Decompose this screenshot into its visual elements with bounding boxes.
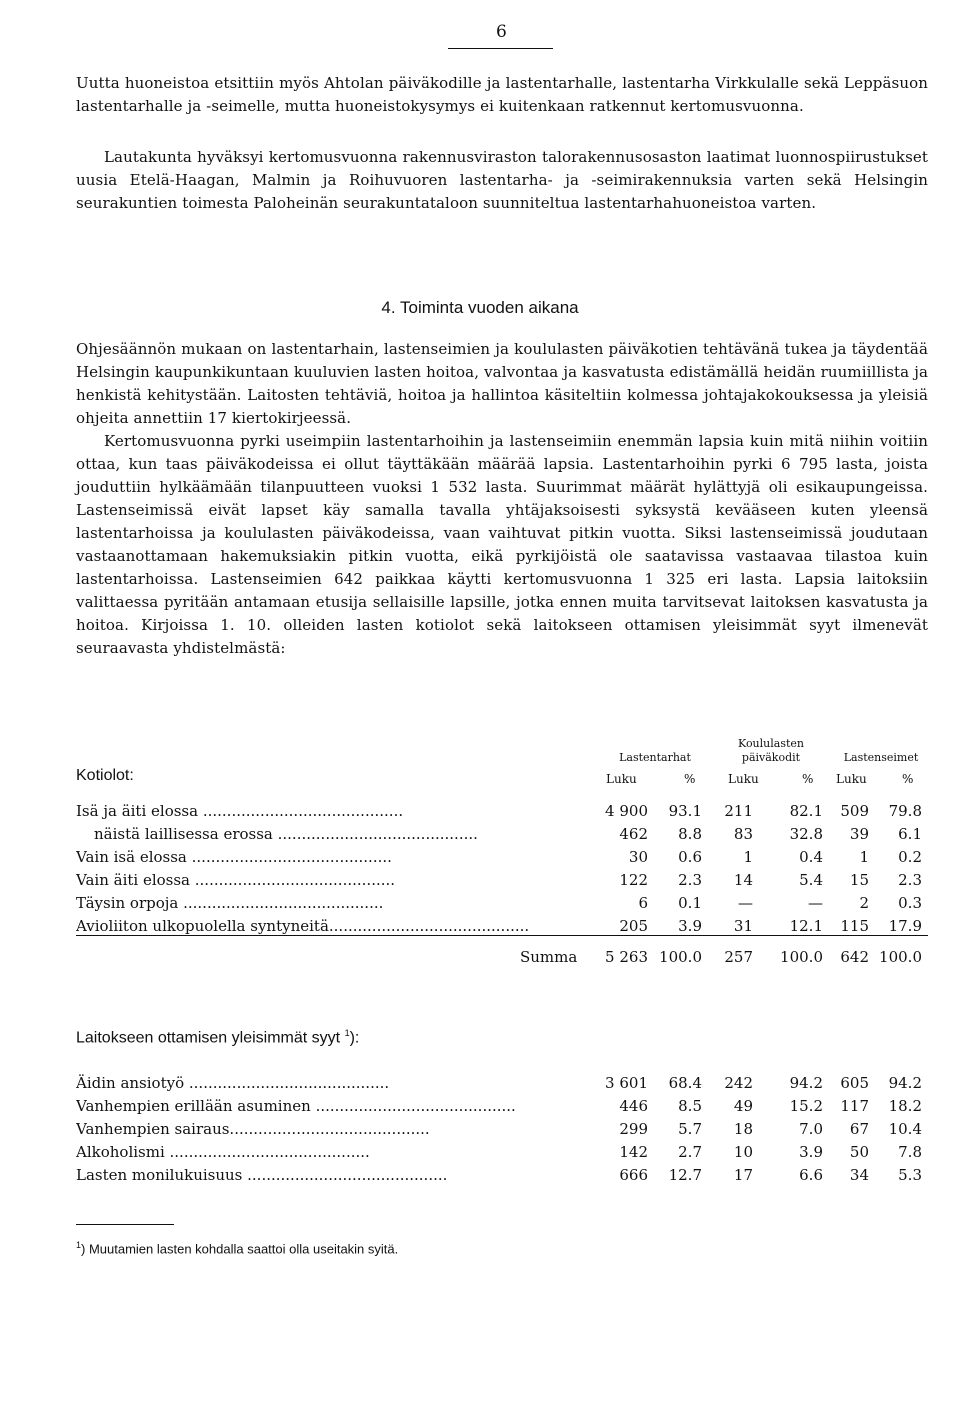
footnote: [76, 1240, 398, 1256]
paragraph-4: Kertomusvuonna pyrki useimpiin lastentarhoihin ja lastenseimiin enemmän lapsia kuin mitä niihin voitiin ottaa, kun taas päiväkodeissa ei ollut täyttäkään määrää lapsia. Lastentarhoihin pyrki 6 795 lasta, joista jouduttiin hylkäämään tilanpuutteen vuoksi 1 532 lasta. Suurimmat määrät hylättyjä oli esikaupungeissa. Lastenseimissä eivät lapset käy samalla tavalla yhtäjaksoisesti syksystä kevääseen kuten yleensä lastentarhoissa ja koululasten päiväkodeissa, vaan vaihtuvat pitkin vuotta. Siksi lastenseimissä joudutaan vastaanottamaan hakemuksiakin pitkin vuotta, eikä pyrkijöistä ole saatavissa vastaavaa tilastoa kuin lastentarhoissa. Lastenseimien 642 paikkaa käytti kertomusvuonna 1 325 eri lasta. Lapsia laitoksiin valittaessa pyritään antamaan etusija sellaisille lapsille, jotka ennen muita tarvitsevat laitoksen kasvatusta ja hoitoa. Kirjoissa 1. 10. olleiden lasten kotiolot sekä laitokseen ottamisen yleisimmät syyt ilmenevät seuraavasta yhdistelmästä:: [76, 432, 928, 657]
table-cell: —: [738, 894, 753, 912]
table-cell: 2.3: [678, 871, 702, 889]
sub-head-luku-2: Luku: [728, 772, 759, 786]
footnote-mark: 1: [76, 1240, 82, 1250]
table-cell: 7.0: [799, 1120, 823, 1138]
sub-head-pct-3: %: [902, 772, 914, 786]
row-label: Vanhempien sairaus..........................................: [76, 1120, 430, 1138]
syyt-heading-text: Laitokseen ottamisen yleisimmät syyt: [76, 1029, 341, 1047]
table-cell: 49: [733, 1097, 753, 1115]
table-rule: [76, 935, 928, 936]
table-cell: 3.9: [799, 1143, 823, 1161]
col-head-lastenseimet: Lastenseimet: [843, 751, 919, 764]
header-rule: [448, 48, 553, 49]
table-cell: —: [808, 894, 823, 912]
table-cell: 31: [733, 917, 753, 935]
row-label: Täysin orpoja ..........................................: [76, 894, 384, 912]
table-cell: 5.4: [799, 871, 823, 889]
table-cell: 5.7: [678, 1120, 702, 1138]
table-cell: 14: [733, 871, 753, 889]
footnote-rule: [76, 1224, 174, 1225]
table-row: [0, 871, 960, 894]
table-cell: 605: [840, 1074, 869, 1092]
table-cell: 15.2: [789, 1097, 823, 1115]
table-row: [0, 894, 960, 917]
table-cell: 462: [619, 825, 648, 843]
sub-head-luku-3: Luku: [836, 772, 867, 786]
summa-cell: 257: [724, 948, 753, 966]
table-cell: 82.1: [789, 802, 823, 820]
table-cell: 10.4: [888, 1120, 922, 1138]
table-cell: 3 601: [605, 1074, 648, 1092]
row-label: Vanhempien erillään asuminen ..........................................: [76, 1097, 516, 1115]
paragraph-2: Lautakunta hyväksyi kertomusvuonna rakennusviraston talorakennusosaston laatimat luonnospiirustukset uusia Etelä-Haagan, Malmin ja Roihuvuoren lastentarha- ja -seimirakennuksia varten sekä Helsingin seurakuntien toimesta Paloheinän seurakuntataloon suunniteltua lastentarhahuoneistoa varten.: [76, 148, 928, 212]
summa-cell: 100.0: [780, 948, 823, 966]
table-cell: 94.2: [789, 1074, 823, 1092]
row-label: Lasten monilukuisuus ..........................................: [76, 1166, 448, 1184]
footnote-ref: 1: [344, 1028, 350, 1038]
table-cell: 10: [733, 1143, 753, 1161]
table-cell: 0.4: [799, 848, 823, 866]
table-cell: 0.3: [898, 894, 922, 912]
table-row: [0, 1074, 960, 1097]
table-cell: 6.1: [898, 825, 922, 843]
table-cell: 17.9: [888, 917, 922, 935]
table-row: [0, 1120, 960, 1143]
row-label: Vain äiti elossa ..........................................: [76, 871, 396, 889]
table-row: [0, 825, 960, 848]
summa-cell: 5 263: [605, 948, 648, 966]
table-cell: 12.7: [668, 1166, 702, 1184]
sub-head-luku-1: Luku: [606, 772, 637, 786]
section-heading: 4. Toiminta vuoden aikana: [381, 298, 579, 317]
col-head-paivakodit: päiväkodit: [741, 751, 801, 764]
footnote-text: ) Muutamien lasten kohdalla saattoi olla useitakin syitä.: [81, 1241, 399, 1257]
table-row: [0, 1143, 960, 1166]
paragraph-3: Ohjesäännön mukaan on lastentarhain, lastenseimien ja koululasten päiväkotien tehtävänä tukea ja täydentää Helsingin kaupunkikuntaan kuuluvien lasten hoitoa, valvontaa ja kasvatusta edistämällä heidän ruumiillista ja henkistä kehitystään. Laitosten tehtäviä, hoitoa ja hallintoa käsiteltiin kolmessa johtajakokouksessa ja yleisiä ohjeita annettiin 17 kiertokirjeessä.: [76, 340, 928, 427]
table-cell: 94.2: [888, 1074, 922, 1092]
col-head-lastentarhat: Lastentarhat: [619, 751, 691, 764]
table-cell: 142: [619, 1143, 648, 1161]
row-label: Isä ja äiti elossa ..........................................: [76, 802, 404, 820]
table-cell: 30: [628, 848, 648, 866]
table-cell: 39: [849, 825, 869, 843]
table-cell: 2.7: [678, 1143, 702, 1161]
summa-label: Summa: [520, 948, 578, 966]
table-cell: 79.8: [888, 802, 922, 820]
table-cell: 0.1: [678, 894, 702, 912]
table-cell: 68.4: [668, 1074, 702, 1092]
table-cell: 242: [724, 1074, 753, 1092]
table-row: [0, 1166, 960, 1189]
table-cell: 83: [733, 825, 753, 843]
table-cell: 4 900: [605, 802, 648, 820]
table-cell: 32.8: [789, 825, 823, 843]
syyt-heading-tail: ):: [349, 1029, 360, 1047]
table-row: [0, 917, 960, 940]
table-cell: 6: [638, 894, 648, 912]
table-cell: 6.6: [799, 1166, 823, 1184]
sub-head-pct-1: %: [684, 772, 696, 786]
table-cell: 34: [849, 1166, 869, 1184]
col-head-koululasten: Koululasten: [738, 737, 804, 750]
table-cell: 18.2: [888, 1097, 922, 1115]
table-row-header: Kotiolot:: [76, 767, 134, 784]
summa-cell: 642: [840, 948, 869, 966]
row-label: Vain isä elossa ..........................................: [76, 848, 392, 866]
table-row: [0, 848, 960, 871]
table-cell: 93.1: [668, 802, 702, 820]
table-cell: 5.3: [898, 1166, 922, 1184]
syyt-heading: [76, 1028, 359, 1047]
table-cell: 17: [733, 1166, 753, 1184]
table-cell: 446: [619, 1097, 648, 1115]
table-cell: 12.1: [789, 917, 823, 935]
sub-head-pct-2: %: [802, 772, 814, 786]
row-label: Alkoholismi ..........................................: [76, 1143, 370, 1161]
table-cell: 1: [743, 848, 753, 866]
row-label: Avioliiton ulkopuolella syntyneitä..........................................: [76, 917, 530, 935]
table-cell: 122: [619, 871, 648, 889]
table-cell: 15: [849, 871, 869, 889]
table-cell: 3.9: [678, 917, 702, 935]
table-cell: 18: [733, 1120, 753, 1138]
table-cell: 67: [849, 1120, 869, 1138]
table-cell: 8.8: [678, 825, 702, 843]
page-number: 6: [496, 22, 507, 42]
table-cell: 211: [724, 802, 753, 820]
table-cell: 50: [849, 1143, 869, 1161]
table-cell: 0.6: [678, 848, 702, 866]
table-row: [0, 1097, 960, 1120]
table-cell: 1: [859, 848, 869, 866]
summa-cell: 100.0: [879, 948, 922, 966]
table-cell: 2: [859, 894, 869, 912]
table-cell: 2.3: [898, 871, 922, 889]
table-cell: 115: [840, 917, 869, 935]
row-label: Äidin ansiotyö ..........................................: [76, 1074, 390, 1092]
table-cell: 117: [840, 1097, 869, 1115]
summa-cell: 100.0: [659, 948, 702, 966]
row-label: näistä laillisessa erossa ..........................................: [94, 825, 478, 843]
table-cell: 666: [619, 1166, 648, 1184]
table-row: [0, 802, 960, 825]
paragraph-1: Uutta huoneistoa etsittiin myös Ahtolan päiväkodille ja lastentarhalle, lastentarha Virkkulalle sekä Leppäsuon lastentarhalle ja -seimelle, mutta huoneistokysymys ei kuitenkaan ratkennut kertomusvuonna.: [76, 74, 928, 115]
table-cell: 299: [619, 1120, 648, 1138]
table-cell: 8.5: [678, 1097, 702, 1115]
table-cell: 205: [619, 917, 648, 935]
table-cell: 7.8: [898, 1143, 922, 1161]
summa-row: [0, 948, 960, 971]
table-cell: 0.2: [898, 848, 922, 866]
table-cell: 509: [840, 802, 869, 820]
